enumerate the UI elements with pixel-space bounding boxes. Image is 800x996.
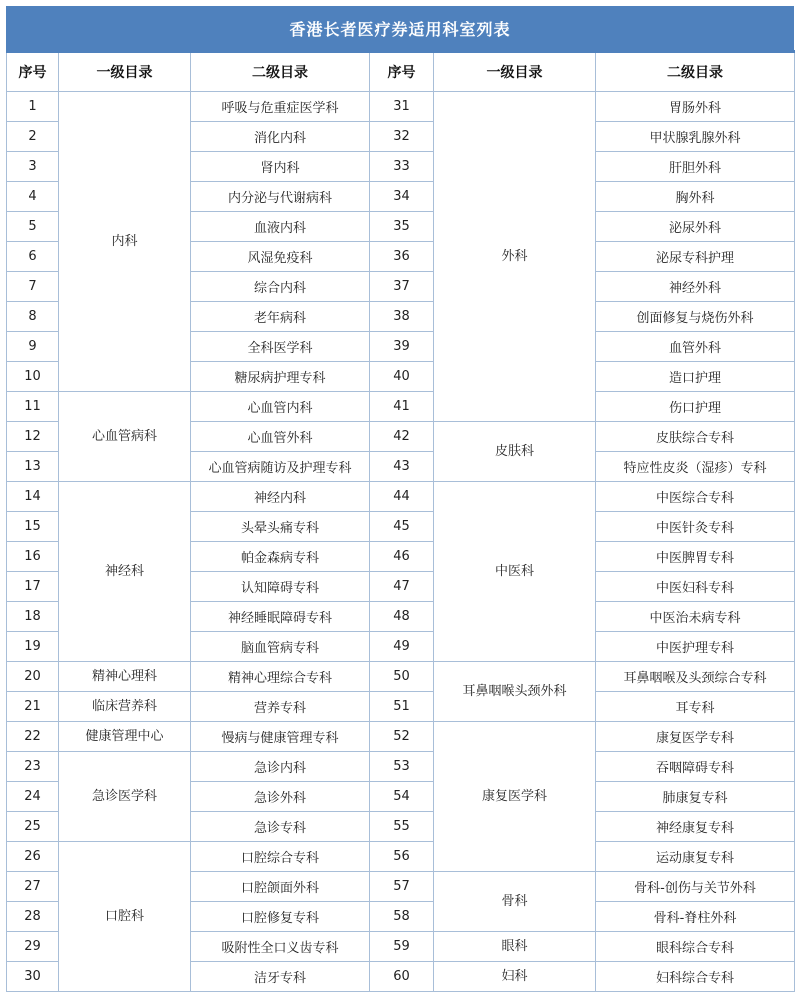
row-number-left: 29: [7, 932, 59, 962]
subcategory-cell-right: 神经康复专科: [596, 812, 795, 842]
subcategory-cell-right: 康复医学专科: [596, 722, 795, 752]
row-number-left: 2: [7, 122, 59, 152]
table-row: [7, 392, 795, 422]
department-table-frame: [6, 6, 794, 992]
subcategory-cell-right: 耳专科: [596, 692, 795, 722]
subcategory-cell-left: 风湿免疫科: [191, 242, 370, 272]
row-number-right: 45: [370, 512, 434, 542]
subcategory-cell-left: 心血管病随访及护理专科: [191, 452, 370, 482]
row-number-left: 28: [7, 902, 59, 932]
table-row: [7, 692, 795, 722]
row-number-left: 9: [7, 332, 59, 362]
subcategory-cell-right: 胸外科: [596, 182, 795, 212]
row-number-right: 49: [370, 632, 434, 662]
header-no-right: 序号: [370, 52, 434, 92]
row-number-left: 3: [7, 152, 59, 182]
subcategory-cell-left: 口腔修复专科: [191, 902, 370, 932]
row-number-right: 32: [370, 122, 434, 152]
category-cell-right: 眼科: [434, 932, 596, 962]
category-cell-left: 口腔科: [59, 842, 191, 992]
row-number-right: 47: [370, 572, 434, 602]
row-number-right: 39: [370, 332, 434, 362]
row-number-left: 8: [7, 302, 59, 332]
row-number-right: 44: [370, 482, 434, 512]
category-cell-left: 精神心理科: [59, 662, 191, 692]
subcategory-cell-left: 心血管外科: [191, 422, 370, 452]
row-number-left: 15: [7, 512, 59, 542]
subcategory-cell-right: 吞咽障碍专科: [596, 752, 795, 782]
subcategory-cell-right: 妇科综合专科: [596, 962, 795, 992]
subcategory-cell-right: 泌尿专科护理: [596, 242, 795, 272]
row-number-left: 10: [7, 362, 59, 392]
row-number-right: 42: [370, 422, 434, 452]
header-category-left: 一级目录: [59, 52, 191, 92]
row-number-right: 52: [370, 722, 434, 752]
subcategory-cell-left: 心血管内科: [191, 392, 370, 422]
row-number-left: 7: [7, 272, 59, 302]
row-number-right: 51: [370, 692, 434, 722]
row-number-right: 58: [370, 902, 434, 932]
header-sub-left: 二级目录: [191, 52, 370, 92]
subcategory-cell-left: 全科医学科: [191, 332, 370, 362]
table-row: [7, 722, 795, 752]
row-number-left: 13: [7, 452, 59, 482]
subcategory-cell-right: 造口护理: [596, 362, 795, 392]
subcategory-cell-right: 创面修复与烧伤外科: [596, 302, 795, 332]
subcategory-cell-right: 中医脾胃专科: [596, 542, 795, 572]
row-number-right: 46: [370, 542, 434, 572]
category-cell-left: 临床营养科: [59, 692, 191, 722]
category-cell-left: 心血管病科: [59, 392, 191, 482]
row-number-right: 57: [370, 872, 434, 902]
row-number-right: 48: [370, 602, 434, 632]
subcategory-cell-left: 精神心理综合专科: [191, 662, 370, 692]
row-number-right: 40: [370, 362, 434, 392]
subcategory-cell-right: 胃肠外科: [596, 92, 795, 122]
subcategory-cell-right: 神经外科: [596, 272, 795, 302]
subcategory-cell-left: 头晕头痛专科: [191, 512, 370, 542]
row-number-left: 1: [7, 92, 59, 122]
row-number-right: 36: [370, 242, 434, 272]
row-number-right: 41: [370, 392, 434, 422]
category-cell-right: 骨科: [434, 872, 596, 932]
row-number-right: 54: [370, 782, 434, 812]
header-row: [7, 52, 795, 92]
category-cell-left: 内科: [59, 92, 191, 392]
subcategory-cell-right: 肝胆外科: [596, 152, 795, 182]
row-number-right: 53: [370, 752, 434, 782]
row-number-left: 11: [7, 392, 59, 422]
department-table: [6, 50, 795, 992]
row-number-right: 31: [370, 92, 434, 122]
subcategory-cell-left: 吸附性全口义齿专科: [191, 932, 370, 962]
table-title: 香港长者医疗券适用科室列表: [6, 6, 794, 50]
subcategory-cell-left: 急诊专科: [191, 812, 370, 842]
category-cell-right: 皮肤科: [434, 422, 596, 482]
subcategory-cell-left: 综合内科: [191, 272, 370, 302]
subcategory-cell-left: 消化内科: [191, 122, 370, 152]
subcategory-cell-left: 认知障碍专科: [191, 572, 370, 602]
row-number-right: 35: [370, 212, 434, 242]
row-number-right: 56: [370, 842, 434, 872]
subcategory-cell-right: 眼科综合专科: [596, 932, 795, 962]
row-number-right: 34: [370, 182, 434, 212]
category-cell-right: 外科: [434, 92, 596, 422]
subcategory-cell-left: 营养专科: [191, 692, 370, 722]
subcategory-cell-left: 肾内科: [191, 152, 370, 182]
subcategory-cell-right: 血管外科: [596, 332, 795, 362]
row-number-left: 20: [7, 662, 59, 692]
header-no-left: 序号: [7, 52, 59, 92]
subcategory-cell-right: 甲状腺乳腺外科: [596, 122, 795, 152]
table-row: [7, 92, 795, 122]
row-number-left: 5: [7, 212, 59, 242]
row-number-left: 27: [7, 872, 59, 902]
subcategory-cell-right: 中医护理专科: [596, 632, 795, 662]
subcategory-cell-left: 内分泌与代谢病科: [191, 182, 370, 212]
row-number-right: 43: [370, 452, 434, 482]
row-number-left: 12: [7, 422, 59, 452]
row-number-left: 26: [7, 842, 59, 872]
row-number-left: 19: [7, 632, 59, 662]
category-cell-right: 康复医学科: [434, 722, 596, 872]
row-number-right: 50: [370, 662, 434, 692]
table-row: [7, 842, 795, 872]
subcategory-cell-right: 中医治未病专科: [596, 602, 795, 632]
row-number-left: 24: [7, 782, 59, 812]
subcategory-cell-right: 中医妇科专科: [596, 572, 795, 602]
category-cell-left: 健康管理中心: [59, 722, 191, 752]
subcategory-cell-left: 神经睡眠障碍专科: [191, 602, 370, 632]
subcategory-cell-right: 骨科-创伤与关节外科: [596, 872, 795, 902]
subcategory-cell-left: 洁牙专科: [191, 962, 370, 992]
category-cell-right: 耳鼻咽喉头颈外科: [434, 662, 596, 722]
subcategory-cell-left: 帕金森病专科: [191, 542, 370, 572]
subcategory-cell-right: 肺康复专科: [596, 782, 795, 812]
row-number-left: 23: [7, 752, 59, 782]
subcategory-cell-left: 血液内科: [191, 212, 370, 242]
category-cell-left: 急诊医学科: [59, 752, 191, 842]
row-number-right: 38: [370, 302, 434, 332]
subcategory-cell-left: 急诊内科: [191, 752, 370, 782]
row-number-left: 30: [7, 962, 59, 992]
subcategory-cell-left: 脑血管病专科: [191, 632, 370, 662]
subcategory-cell-right: 骨科-脊柱外科: [596, 902, 795, 932]
row-number-right: 33: [370, 152, 434, 182]
header-sub-right: 二级目录: [596, 52, 795, 92]
row-number-left: 25: [7, 812, 59, 842]
subcategory-cell-right: 泌尿外科: [596, 212, 795, 242]
subcategory-cell-left: 神经内科: [191, 482, 370, 512]
row-number-left: 4: [7, 182, 59, 212]
category-cell-right: 中医科: [434, 482, 596, 662]
table-body: [7, 92, 795, 992]
subcategory-cell-left: 急诊外科: [191, 782, 370, 812]
row-number-left: 14: [7, 482, 59, 512]
row-number-left: 17: [7, 572, 59, 602]
subcategory-cell-right: 伤口护理: [596, 392, 795, 422]
row-number-right: 55: [370, 812, 434, 842]
subcategory-cell-right: 中医针灸专科: [596, 512, 795, 542]
table-row: [7, 662, 795, 692]
row-number-right: 37: [370, 272, 434, 302]
subcategory-cell-left: 口腔综合专科: [191, 842, 370, 872]
row-number-left: 18: [7, 602, 59, 632]
subcategory-cell-right: 中医综合专科: [596, 482, 795, 512]
subcategory-cell-right: 皮肤综合专科: [596, 422, 795, 452]
subcategory-cell-left: 慢病与健康管理专科: [191, 722, 370, 752]
subcategory-cell-left: 老年病科: [191, 302, 370, 332]
row-number-right: 60: [370, 962, 434, 992]
table-row: [7, 482, 795, 512]
row-number-left: 21: [7, 692, 59, 722]
row-number-left: 22: [7, 722, 59, 752]
category-cell-right: 妇科: [434, 962, 596, 992]
row-number-left: 6: [7, 242, 59, 272]
table-row: [7, 752, 795, 782]
subcategory-cell-left: 呼吸与危重症医学科: [191, 92, 370, 122]
header-category-right: 一级目录: [434, 52, 596, 92]
subcategory-cell-left: 糖尿病护理专科: [191, 362, 370, 392]
category-cell-left: 神经科: [59, 482, 191, 662]
subcategory-cell-left: 口腔颌面外科: [191, 872, 370, 902]
subcategory-cell-right: 特应性皮炎（湿疹）专科: [596, 452, 795, 482]
row-number-left: 16: [7, 542, 59, 572]
row-number-right: 59: [370, 932, 434, 962]
subcategory-cell-right: 耳鼻咽喉及头颈综合专科: [596, 662, 795, 692]
subcategory-cell-right: 运动康复专科: [596, 842, 795, 872]
